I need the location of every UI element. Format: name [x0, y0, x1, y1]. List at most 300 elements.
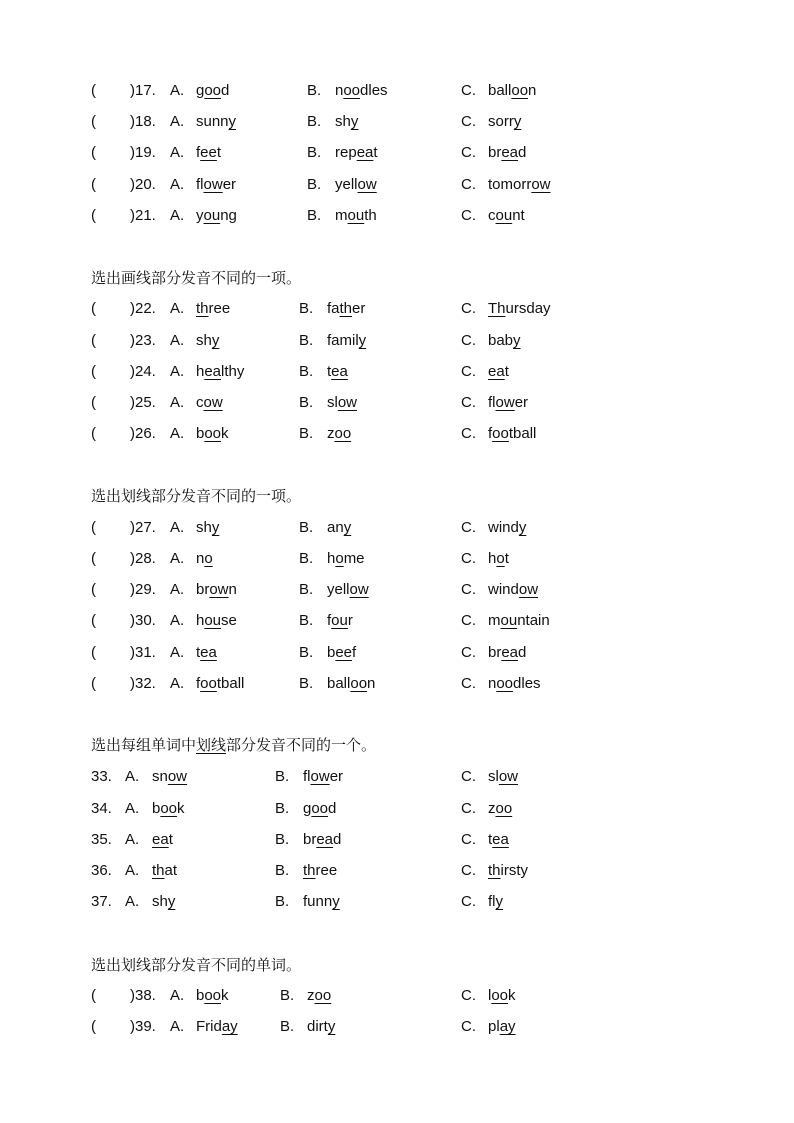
- option-b-word: [303, 892, 340, 912]
- word-prefix: br: [196, 581, 210, 598]
- option-a-label: A.: [170, 425, 185, 442]
- question-row: [0, 518, 794, 538]
- word-prefix: fa: [327, 300, 340, 317]
- word-suffix: dles: [360, 82, 388, 99]
- option-a-word: [196, 674, 244, 694]
- word-underlined-part: ea: [200, 644, 217, 661]
- option-b-label: B.: [299, 675, 314, 692]
- option-b-label: B.: [307, 82, 322, 99]
- option-c-label: C.: [461, 176, 476, 193]
- word-prefix: z: [327, 425, 335, 442]
- option-b-word: [327, 674, 375, 694]
- section-heading: [91, 486, 301, 506]
- word-prefix: b: [152, 800, 161, 817]
- option-a-label: A.: [125, 768, 140, 785]
- word-underlined-part: ow: [209, 581, 229, 598]
- word-prefix: n: [488, 675, 497, 692]
- option-a-word: [196, 643, 217, 663]
- option-a-label: A.: [170, 144, 185, 161]
- word-prefix: f: [488, 425, 493, 442]
- word-underlined-part: oo: [204, 82, 222, 99]
- word-suffix: ursday: [505, 300, 551, 317]
- word-suffix: lthy: [221, 363, 245, 380]
- option-a-label: A.: [170, 394, 185, 411]
- option-b-word: [327, 424, 351, 444]
- option-a-word: [152, 892, 175, 912]
- word-prefix: c: [196, 394, 204, 411]
- section-heading: [91, 955, 301, 975]
- word-suffix: nt: [512, 207, 525, 224]
- option-a-label: A.: [170, 581, 185, 598]
- word-underlined-part: ee: [200, 144, 217, 161]
- word-suffix: me: [343, 550, 365, 567]
- heading-text: 选出划线部分发音不同的一项。: [91, 487, 302, 505]
- word-prefix: sh: [196, 332, 212, 349]
- word-underlined-part: ea: [331, 363, 348, 380]
- word-underlined-part: ea: [356, 144, 374, 161]
- option-c-word: [488, 393, 528, 413]
- option-c-label: C.: [461, 612, 476, 629]
- option-b-label: B.: [299, 644, 314, 661]
- word-suffix: n: [228, 581, 237, 598]
- option-c-label: C.: [461, 300, 476, 317]
- option-a-word: [196, 175, 236, 195]
- word-suffix: d: [518, 644, 527, 661]
- option-b-label: B.: [275, 893, 290, 910]
- word-underlined-part: ou: [347, 207, 365, 224]
- word-underlined-part: y: [358, 332, 367, 349]
- word-underlined-part: ow: [203, 176, 223, 193]
- word-underlined-part: ee: [335, 644, 353, 661]
- word-underlined-part: oo: [350, 675, 368, 692]
- option-c-word: [488, 206, 525, 226]
- word-underlined-part: ow: [167, 768, 188, 785]
- word-underlined-part: th: [488, 862, 501, 879]
- option-b-word: [327, 362, 348, 382]
- word-prefix: sl: [327, 394, 338, 411]
- option-b-word: [327, 643, 356, 663]
- word-prefix: sunn: [196, 113, 229, 130]
- word-prefix: h: [196, 612, 205, 629]
- option-a-word: [196, 299, 230, 319]
- option-c-word: [488, 81, 536, 101]
- word-suffix: ree: [315, 862, 338, 879]
- answer-bracket: (: [91, 113, 96, 130]
- question-row: [0, 143, 794, 163]
- option-b-label: B.: [307, 176, 322, 193]
- answer-bracket: (: [91, 987, 96, 1004]
- word-underlined-part: y: [332, 893, 340, 910]
- option-b-label: B.: [280, 1018, 295, 1035]
- word-suffix: se: [221, 612, 237, 629]
- option-c-label: C.: [461, 644, 476, 661]
- option-b-word: [307, 986, 331, 1006]
- word-underlined-part: ow: [518, 581, 539, 598]
- question-row: [0, 861, 794, 881]
- word-underlined-part: y: [211, 519, 220, 536]
- option-b-label: B.: [280, 987, 295, 1004]
- word-underlined-part: ou: [203, 207, 221, 224]
- word-underlined-part: oo: [160, 800, 178, 817]
- word-prefix: fl: [488, 893, 496, 910]
- option-c-label: C.: [461, 425, 476, 442]
- word-prefix: b: [327, 644, 336, 661]
- word-prefix: h: [196, 363, 205, 380]
- word-underlined-part: th: [196, 300, 209, 317]
- word-suffix: ntain: [517, 612, 550, 629]
- answer-bracket: (: [91, 675, 96, 692]
- question-number: )25.: [130, 394, 156, 411]
- heading-underlined-text: 划线: [196, 736, 227, 754]
- word-suffix: ree: [208, 300, 231, 317]
- question-row: [0, 580, 794, 600]
- word-suffix: k: [221, 425, 229, 442]
- word-underlined-part: o: [496, 550, 505, 567]
- word-prefix: z: [488, 800, 496, 817]
- option-b-word: [303, 767, 343, 787]
- word-prefix: pl: [488, 1018, 500, 1035]
- question-number: )19.: [130, 144, 156, 161]
- option-a-label: A.: [125, 862, 140, 879]
- question-number: )24.: [130, 363, 156, 380]
- word-suffix: er: [222, 176, 237, 193]
- option-b-label: B.: [307, 207, 322, 224]
- word-suffix: er: [329, 768, 344, 785]
- word-underlined-part: ou: [495, 207, 513, 224]
- option-c-label: C.: [461, 394, 476, 411]
- word-underlined-part: oo: [496, 675, 514, 692]
- option-c-label: C.: [461, 862, 476, 879]
- option-c-word: [488, 424, 536, 444]
- question-row: [0, 643, 794, 663]
- option-a-label: A.: [170, 82, 185, 99]
- option-b-word: [327, 299, 365, 319]
- word-prefix: sh: [335, 113, 351, 130]
- option-b-label: B.: [307, 113, 322, 130]
- option-a-word: [196, 331, 219, 351]
- word-underlined-part: ea: [488, 363, 505, 380]
- option-c-word: [488, 643, 526, 663]
- option-b-word: [335, 81, 388, 101]
- heading-text-end: 部分发音不同的一个。: [226, 736, 377, 754]
- option-c-word: [488, 580, 538, 600]
- word-underlined-part: oo: [204, 425, 222, 442]
- word-prefix: wind: [488, 581, 519, 598]
- word-prefix: tomorr: [488, 176, 532, 193]
- option-b-label: B.: [299, 612, 314, 629]
- option-a-label: A.: [170, 332, 185, 349]
- word-prefix: y: [196, 207, 204, 224]
- answer-bracket: (: [91, 519, 96, 536]
- word-underlined-part: oo: [200, 675, 217, 692]
- word-prefix: f: [196, 675, 201, 692]
- word-suffix: k: [221, 987, 229, 1004]
- word-suffix: k: [508, 987, 516, 1004]
- word-prefix: ball: [327, 675, 351, 692]
- question-row: [0, 674, 794, 694]
- word-prefix: funn: [303, 893, 333, 910]
- word-suffix: n: [528, 82, 537, 99]
- option-c-label: C.: [461, 1018, 476, 1035]
- option-a-word: [196, 611, 237, 631]
- option-a-label: A.: [170, 675, 185, 692]
- option-a-label: A.: [170, 644, 185, 661]
- question-number: )27.: [130, 519, 156, 536]
- heading-text: 选出划线部分发音不同的单词。: [91, 956, 302, 974]
- option-c-label: C.: [461, 800, 476, 817]
- word-prefix: m: [335, 207, 348, 224]
- word-underlined-part: ay: [499, 1018, 516, 1035]
- question-number: )26.: [130, 425, 156, 442]
- question-row: [0, 81, 794, 101]
- option-a-word: [152, 767, 187, 787]
- option-c-word: [488, 549, 509, 569]
- word-underlined-part: oo: [491, 987, 509, 1004]
- word-underlined-part: y: [343, 519, 352, 536]
- question-row: [0, 892, 794, 912]
- option-b-word: [335, 206, 377, 226]
- question-row: [0, 611, 794, 631]
- option-c-word: [488, 299, 551, 319]
- option-a-label: A.: [170, 550, 185, 567]
- question-number: )30.: [130, 612, 156, 629]
- option-a-label: A.: [170, 113, 185, 130]
- word-underlined-part: oo: [511, 82, 529, 99]
- option-a-label: A.: [170, 612, 185, 629]
- word-underlined-part: th: [339, 300, 353, 317]
- question-row: [0, 1017, 794, 1037]
- option-a-word: [196, 518, 219, 538]
- word-suffix: at: [164, 862, 178, 879]
- word-underlined-part: Th: [488, 300, 506, 317]
- question-row: [0, 362, 794, 382]
- question-number: 35.: [91, 831, 112, 848]
- answer-bracket: (: [91, 332, 96, 349]
- word-prefix: g: [196, 82, 205, 99]
- option-a-word: [152, 830, 173, 850]
- word-suffix: th: [364, 207, 377, 224]
- word-underlined-part: ow: [498, 768, 519, 785]
- option-c-label: C.: [461, 113, 476, 130]
- option-b-label: B.: [307, 144, 322, 161]
- question-number: )21.: [130, 207, 156, 224]
- word-underlined-part: oo: [492, 425, 509, 442]
- option-a-label: A.: [125, 893, 140, 910]
- word-prefix: g: [303, 800, 312, 817]
- heading-text: 选出每组单词中: [91, 736, 197, 754]
- option-b-word: [327, 580, 369, 600]
- option-a-word: [152, 799, 185, 819]
- question-row: [0, 986, 794, 1006]
- word-underlined-part: y: [495, 893, 503, 910]
- option-c-word: [488, 1017, 516, 1037]
- word-prefix: h: [488, 550, 497, 567]
- word-suffix: tball: [216, 675, 245, 692]
- option-a-word: [152, 861, 177, 881]
- option-c-label: C.: [461, 519, 476, 536]
- question-number: )22.: [130, 300, 156, 317]
- word-prefix: yell: [327, 581, 350, 598]
- word-prefix: fl: [303, 768, 311, 785]
- option-b-word: [327, 331, 366, 351]
- word-prefix: fl: [488, 394, 496, 411]
- word-underlined-part: oo: [343, 82, 361, 99]
- word-underlined-part: y: [518, 519, 527, 536]
- option-a-label: A.: [170, 176, 185, 193]
- word-prefix: wind: [488, 519, 519, 536]
- word-underlined-part: oo: [314, 987, 332, 1004]
- word-suffix: d: [333, 831, 342, 848]
- word-underlined-part: ay: [221, 1018, 238, 1035]
- option-b-word: [303, 830, 341, 850]
- answer-bracket: (: [91, 644, 96, 661]
- word-prefix: br: [488, 144, 502, 161]
- question-row: [0, 549, 794, 569]
- option-c-label: C.: [461, 82, 476, 99]
- question-row: [0, 331, 794, 351]
- word-underlined-part: ea: [316, 831, 334, 848]
- word-underlined-part: oo: [204, 987, 222, 1004]
- word-underlined-part: y: [211, 332, 220, 349]
- word-underlined-part: oo: [311, 800, 329, 817]
- option-b-word: [327, 518, 351, 538]
- word-prefix: bab: [488, 332, 514, 349]
- option-a-word: [196, 549, 213, 569]
- option-a-label: A.: [170, 363, 185, 380]
- word-prefix: b: [196, 425, 205, 442]
- option-c-word: [488, 861, 528, 881]
- question-number: )20.: [130, 176, 156, 193]
- word-prefix: h: [327, 550, 336, 567]
- word-underlined-part: ow: [495, 394, 515, 411]
- option-a-label: A.: [170, 300, 185, 317]
- option-a-label: A.: [170, 1018, 185, 1035]
- word-prefix: yell: [335, 176, 358, 193]
- word-underlined-part: y: [228, 113, 237, 130]
- word-underlined-part: ow: [203, 394, 223, 411]
- word-suffix: r: [347, 612, 353, 629]
- word-underlined-part: ou: [500, 612, 518, 629]
- word-suffix: t: [504, 550, 509, 567]
- option-a-label: A.: [170, 987, 185, 1004]
- option-c-label: C.: [461, 831, 476, 848]
- question-number: )38.: [130, 987, 156, 1004]
- option-b-label: B.: [275, 862, 290, 879]
- option-b-word: [303, 861, 337, 881]
- word-suffix: t: [373, 144, 378, 161]
- word-suffix: d: [221, 82, 230, 99]
- question-number: 36.: [91, 862, 112, 879]
- question-row: [0, 206, 794, 226]
- option-b-word: [327, 549, 365, 569]
- option-c-word: [488, 892, 503, 912]
- word-underlined-part: ea: [492, 831, 509, 848]
- option-b-label: B.: [299, 425, 314, 442]
- word-underlined-part: ou: [331, 612, 348, 629]
- question-number: 37.: [91, 893, 112, 910]
- question-number: 33.: [91, 768, 112, 785]
- word-underlined-part: ea: [152, 831, 169, 848]
- answer-bracket: (: [91, 144, 96, 161]
- word-underlined-part: th: [303, 862, 316, 879]
- question-number: )23.: [130, 332, 156, 349]
- option-b-label: B.: [299, 519, 314, 536]
- word-underlined-part: y: [350, 113, 359, 130]
- word-underlined-part: y: [167, 893, 176, 910]
- word-prefix: br: [303, 831, 317, 848]
- answer-bracket: (: [91, 363, 96, 380]
- answer-bracket: (: [91, 581, 96, 598]
- word-prefix: sh: [152, 893, 168, 910]
- word-prefix: sl: [488, 768, 499, 785]
- question-number: )29.: [130, 581, 156, 598]
- section-heading: [91, 735, 376, 755]
- option-c-label: C.: [461, 768, 476, 785]
- answer-bracket: (: [91, 207, 96, 224]
- question-number: )17.: [130, 82, 156, 99]
- option-b-label: B.: [299, 394, 314, 411]
- word-prefix: sorr: [488, 113, 514, 130]
- word-suffix: er: [352, 300, 366, 317]
- option-b-label: B.: [299, 581, 314, 598]
- word-underlined-part: y: [513, 332, 521, 349]
- option-a-label: A.: [170, 519, 185, 536]
- option-a-word: [196, 393, 223, 413]
- option-a-label: A.: [125, 831, 140, 848]
- question-row: [0, 393, 794, 413]
- option-c-word: [488, 674, 541, 694]
- option-b-label: B.: [299, 332, 314, 349]
- option-c-word: [488, 830, 509, 850]
- word-prefix: ball: [488, 82, 512, 99]
- word-prefix: t: [196, 644, 201, 661]
- option-b-label: B.: [299, 363, 314, 380]
- option-a-word: [196, 81, 229, 101]
- question-number: )39.: [130, 1018, 156, 1035]
- word-suffix: n: [367, 675, 376, 692]
- option-b-label: B.: [275, 800, 290, 817]
- option-b-label: B.: [275, 831, 290, 848]
- word-prefix: c: [488, 207, 496, 224]
- word-prefix: n: [335, 82, 344, 99]
- answer-bracket: (: [91, 1018, 96, 1035]
- word-suffix: t: [504, 363, 509, 380]
- answer-bracket: (: [91, 176, 96, 193]
- option-a-word: [196, 362, 244, 382]
- question-number: )32.: [130, 675, 156, 692]
- option-c-word: [488, 799, 512, 819]
- word-suffix: k: [177, 800, 185, 817]
- word-underlined-part: o: [204, 550, 213, 567]
- option-b-word: [327, 611, 353, 631]
- word-prefix: sh: [196, 519, 212, 536]
- word-underlined-part: ea: [501, 144, 519, 161]
- word-prefix: b: [196, 987, 205, 1004]
- word-underlined-part: ow: [357, 176, 377, 193]
- word-suffix: t: [168, 831, 173, 848]
- option-a-word: [196, 143, 221, 163]
- option-c-word: [488, 143, 526, 163]
- option-a-word: [196, 112, 236, 132]
- option-c-label: C.: [461, 144, 476, 161]
- word-prefix: famil: [327, 332, 359, 349]
- option-c-word: [488, 986, 516, 1006]
- option-b-label: B.: [299, 550, 314, 567]
- option-b-label: B.: [299, 300, 314, 317]
- word-suffix: irsty: [500, 862, 529, 879]
- option-c-word: [488, 331, 521, 351]
- option-c-word: [488, 767, 518, 787]
